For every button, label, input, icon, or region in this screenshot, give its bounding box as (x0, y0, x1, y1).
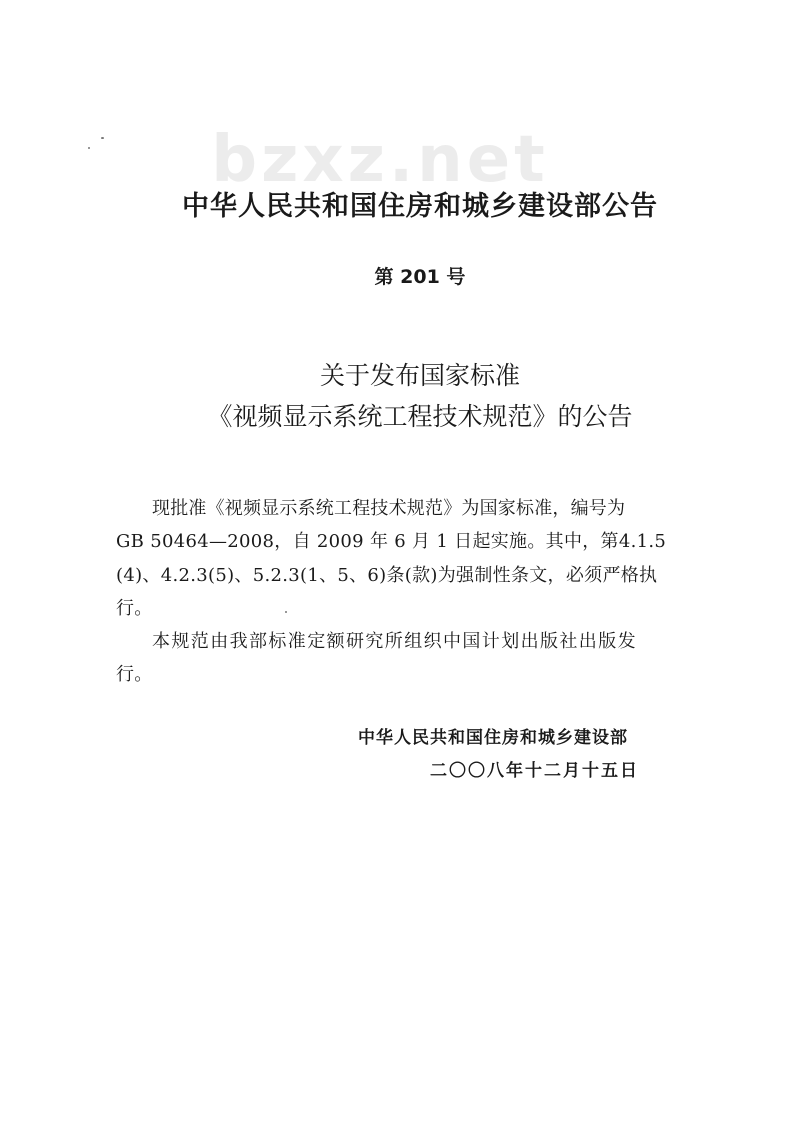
announcement-subject-line-1: 关于发布国家标准 (319, 361, 520, 390)
paragraph-1-line: 现批准《视频显示系统工程技术规范》为国家标准，编号为 (152, 498, 626, 519)
announcement-number: 第 201 号 (374, 266, 466, 288)
scan-speck (88, 147, 90, 149)
paragraph-1-line: 行。 (116, 598, 153, 619)
paragraph-2-line: 行。 (116, 664, 153, 685)
announcement-title: 中华人民共和国住房和城乡建设部公告 (182, 191, 658, 222)
paragraph-1-line: (4)、4.2.3(5)、5.2.3(1、5、6)条(款)为强制性条文，必须严格执 (116, 565, 658, 586)
paragraph-1-line: GB 50464—2008，自 2009 年 6 月 1 日起实施。其中，第4.1.5 (116, 531, 667, 552)
signature-issuer: 中华人民共和国住房和城乡建设部 (358, 728, 628, 748)
announcement-subject-line-2: 《视频显示系统工程技术规范》的公告 (207, 402, 633, 431)
paragraph-2-line: 本规范由我部标准定额研究所组织中国计划出版社出版发 (152, 631, 637, 652)
watermark: bzxz.net (211, 123, 549, 197)
scan-speck (285, 611, 287, 613)
scan-speck (101, 137, 104, 139)
signature-date: 二〇〇八年十二月十五日 (430, 761, 639, 781)
